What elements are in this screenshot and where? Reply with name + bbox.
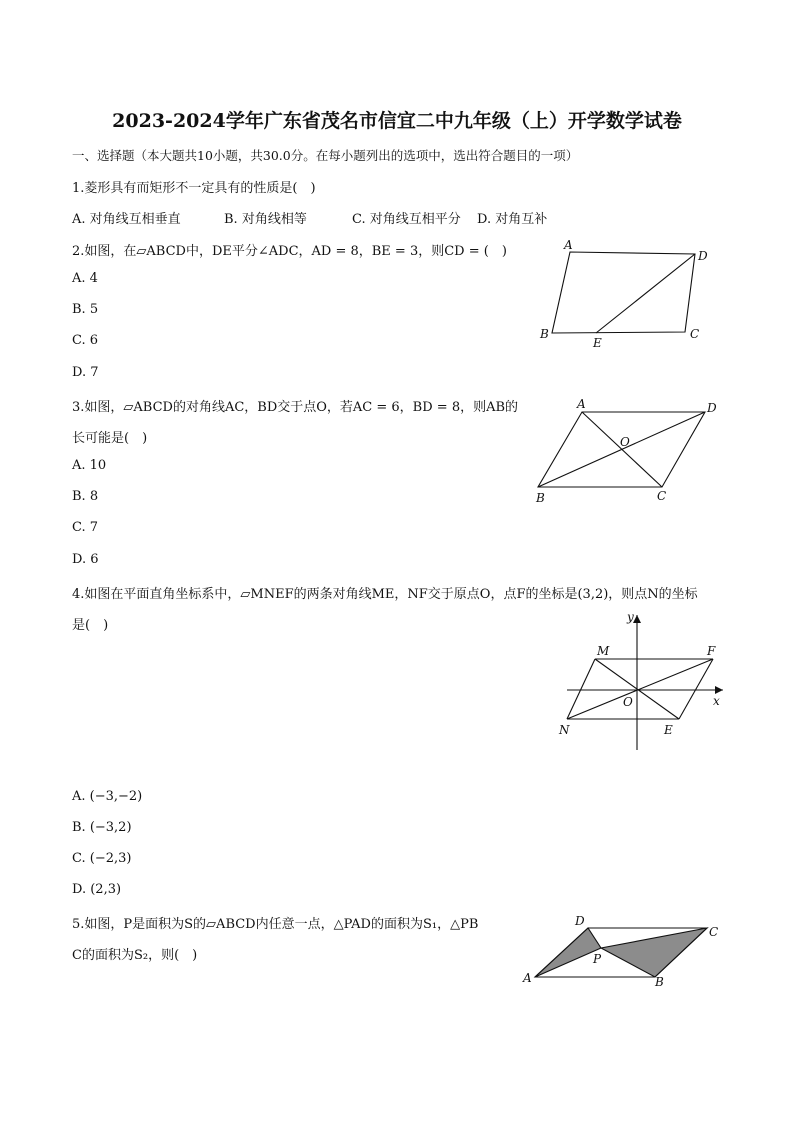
q3-option-c: C. 7 xyxy=(72,520,99,535)
page-title: 2023-2024学年广东省茂名市信宜二中九年级（上）开学数学试卷 xyxy=(112,110,682,132)
q3-diagonal-bd xyxy=(538,412,705,487)
q2-parallelogram xyxy=(552,252,695,333)
q3-label-b: B xyxy=(536,491,545,505)
question-5-stem-line2: C的面积为S₂，则( ) xyxy=(72,948,198,963)
q4-label-y: y xyxy=(627,610,634,624)
q1-option-d: D. 对角互补 xyxy=(477,212,548,227)
q4-label-o: O xyxy=(623,695,633,709)
q4-option-a: A. (−3,−2) xyxy=(72,789,143,804)
q5-triangle-pbc xyxy=(601,928,707,977)
q4-x-arrow xyxy=(715,686,723,694)
question-5-stem-line1: 5.如图，P是面积为S的▱ABCD内任意一点，△PAD的面积为S₁，△PB xyxy=(72,917,479,932)
q5-label-b: B xyxy=(655,975,664,989)
q3-label-d: D xyxy=(707,401,717,415)
q3-label-o: O xyxy=(620,435,630,449)
q5-label-p: P xyxy=(593,952,602,966)
q2-option-b: B. 5 xyxy=(72,302,99,317)
q2-label-e: E xyxy=(593,336,602,350)
q3-label-a: A xyxy=(577,397,586,411)
question-3-stem-line1: 3.如图，▱ABCD的对角线AC，BD交于点O，若AC = 6，BD = 8，则AB的 xyxy=(72,400,519,415)
q4-diagonal-nf xyxy=(567,659,713,719)
question-3-stem-line2: 长可能是( ) xyxy=(72,431,148,446)
q2-label-c: C xyxy=(690,327,700,341)
q4-label-f: F xyxy=(707,644,716,658)
q2-option-a: A. 4 xyxy=(72,271,98,286)
q4-option-c: C. (−2,3) xyxy=(72,851,132,866)
q2-label-a: A xyxy=(564,238,573,252)
q5-triangle-pad xyxy=(535,928,601,977)
q4-label-x: x xyxy=(713,694,720,708)
q4-side-fe xyxy=(679,659,713,719)
q3-figure xyxy=(530,395,730,510)
q4-side-mn xyxy=(567,659,595,719)
q4-y-arrow xyxy=(633,615,641,623)
q2-label-b: B xyxy=(540,327,549,341)
q4-figure xyxy=(555,605,730,755)
q5-figure xyxy=(515,910,730,995)
q1-option-a: A. 对角线互相垂直 xyxy=(72,212,181,227)
q5-label-d: D xyxy=(575,914,585,928)
question-4-stem-line1: 4.如图在平面直角坐标系中，▱MNEF的两条对角线ME，NF交于原点O，点F的坐标是(3,2)，则点N的坐标 xyxy=(72,587,698,602)
q2-figure xyxy=(530,232,730,352)
q4-option-b: B. (−3,2) xyxy=(72,820,132,835)
q3-option-a: A. 10 xyxy=(72,458,107,473)
question-4-stem-line2: 是( ) xyxy=(72,618,109,633)
q1-option-b: B. 对角线相等 xyxy=(224,212,307,227)
section-heading: 一、选择题（本大题共10小题，共30.0分。在每小题列出的选项中，选出符合题目的一项） xyxy=(72,148,579,163)
q3-option-b: B. 8 xyxy=(72,489,99,504)
q4-label-n: N xyxy=(559,723,570,737)
q3-label-c: C xyxy=(657,489,667,503)
q2-option-d: D. 7 xyxy=(72,365,99,380)
q2-segment-de xyxy=(596,254,695,333)
q5-label-a: A xyxy=(523,971,532,985)
q4-label-e: E xyxy=(664,723,673,737)
q2-option-c: C. 6 xyxy=(72,333,99,348)
q2-label-d: D xyxy=(698,249,708,263)
q1-option-c: C. 对角线互相平分 xyxy=(352,212,461,227)
question-2-stem: 2.如图，在▱ABCD中，DE平分∠ADC，AD = 8，BE = 3，则CD = ( ) xyxy=(72,244,507,259)
q3-option-d: D. 6 xyxy=(72,552,99,567)
question-1-stem: 1.菱形具有而矩形不一定具有的性质是( ) xyxy=(72,181,316,196)
q4-label-m: M xyxy=(597,644,610,658)
q5-label-c: C xyxy=(709,925,719,939)
q4-option-d: D. (2,3) xyxy=(72,882,122,897)
